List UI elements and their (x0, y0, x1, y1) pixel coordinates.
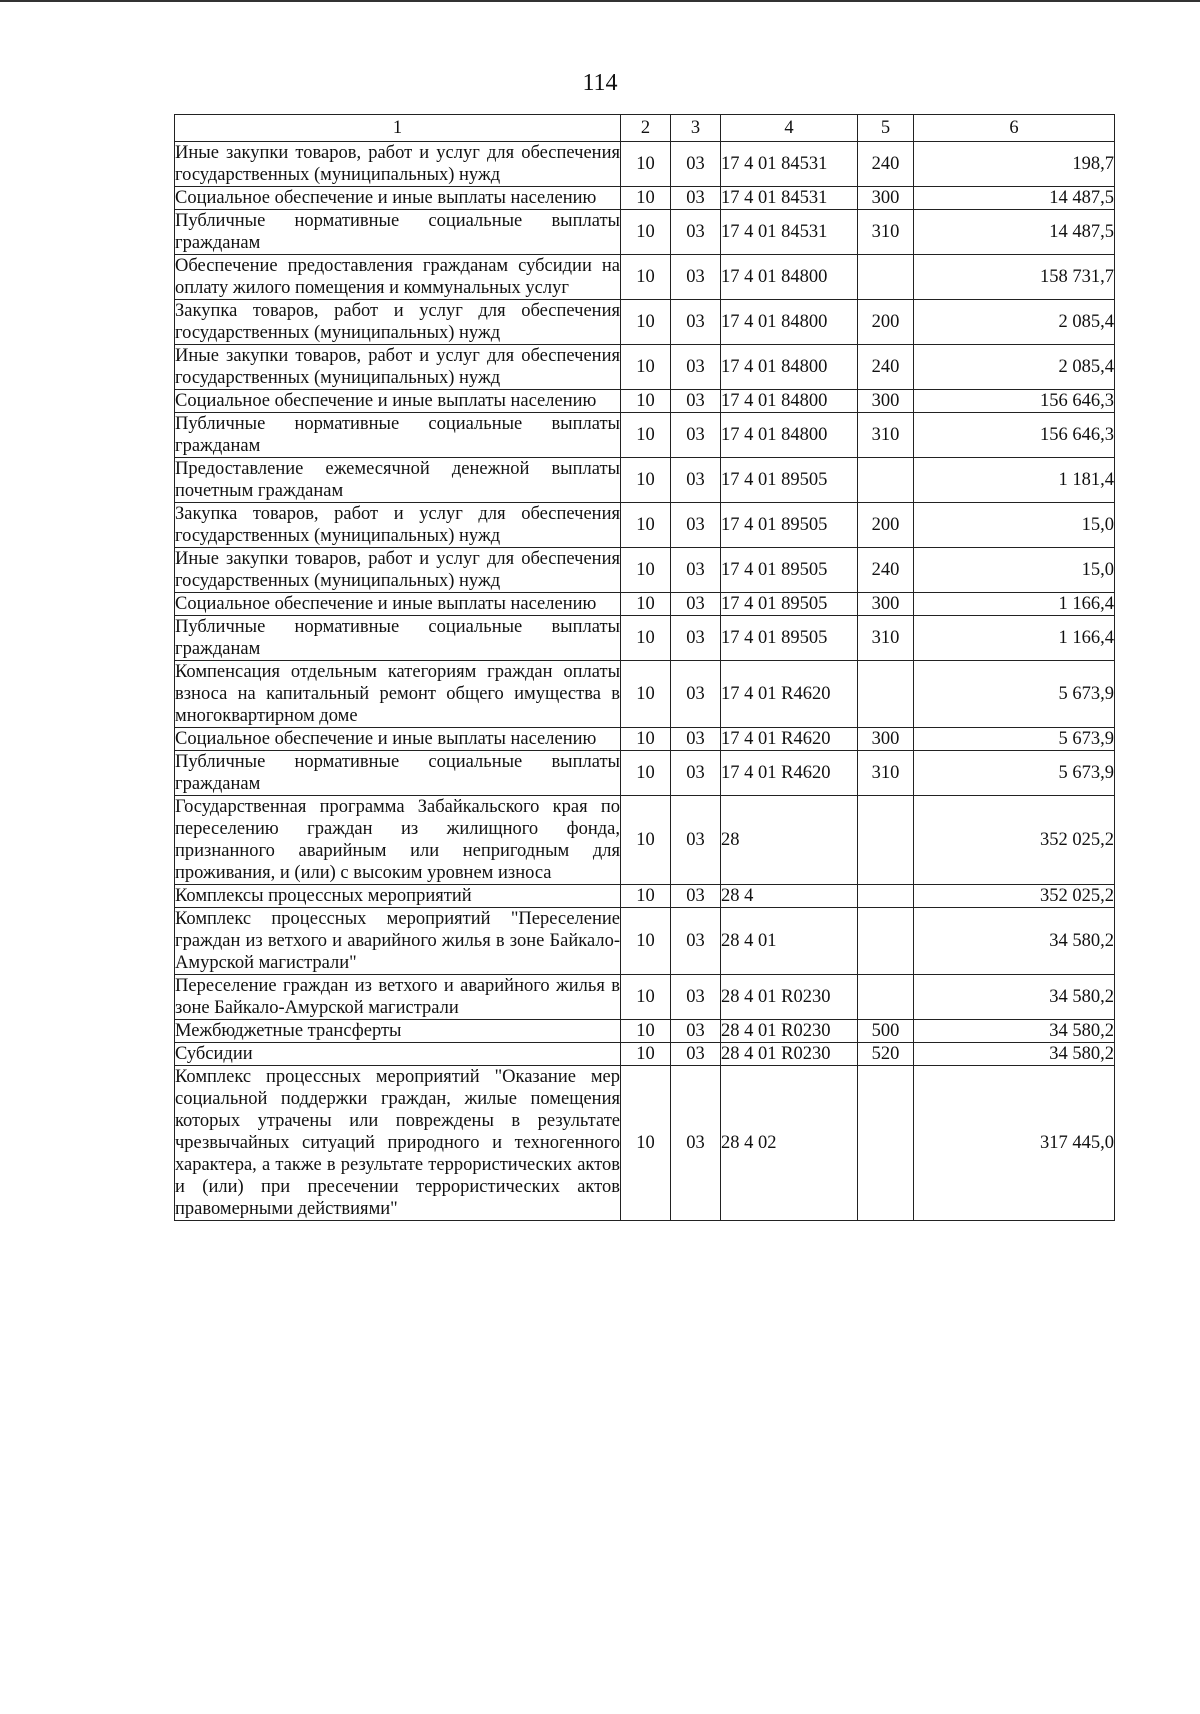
section-code: 10 (621, 751, 671, 796)
section-code: 10 (621, 728, 671, 751)
table-row (175, 255, 1115, 300)
subsection-code: 03 (671, 885, 721, 908)
row-description (175, 885, 621, 908)
subsection-code: 03 (671, 413, 721, 458)
table-row (175, 1066, 1115, 1221)
amount-value: 1 166,4 (914, 593, 1115, 616)
subsection-code: 03 (671, 345, 721, 390)
row-description-text: Социальное обеспечение и иные выплаты населению (175, 188, 597, 208)
amount-value: 34 580,2 (914, 1020, 1115, 1043)
section-code: 10 (621, 413, 671, 458)
row-description (175, 210, 621, 255)
expense-type-code: 300 (858, 187, 914, 210)
target-article-code: 17 4 01 84800 (721, 300, 858, 345)
row-description-text: Социальное обеспечение и иные выплаты населению (175, 391, 597, 411)
section-code: 10 (621, 908, 671, 975)
column-header: 2 (621, 115, 671, 142)
section-code: 10 (621, 975, 671, 1020)
table-row (175, 390, 1115, 413)
table-row (175, 300, 1115, 345)
table-row (175, 885, 1115, 908)
target-article-code: 17 4 01 84531 (721, 187, 858, 210)
subsection-code: 03 (671, 1020, 721, 1043)
target-article-code: 28 4 01 R0230 (721, 975, 858, 1020)
expense-type-code: 300 (858, 728, 914, 751)
section-code: 10 (621, 796, 671, 885)
amount-value: 317 445,0 (914, 1066, 1115, 1221)
expense-type-code (858, 661, 914, 728)
amount-value: 34 580,2 (914, 1043, 1115, 1066)
target-article-code: 17 4 01 84800 (721, 413, 858, 458)
section-code: 10 (621, 548, 671, 593)
table-header-row (175, 115, 1115, 142)
table-row (175, 413, 1115, 458)
expense-type-code: 300 (858, 593, 914, 616)
row-description-text: Государственная программа Забайкальского края по переселению граждан из жилищного фонда, признанного аварийным или непригодным для проживания, и (или) с высоким уровнем износа (175, 797, 620, 883)
amount-value: 14 487,5 (914, 210, 1115, 255)
section-code: 10 (621, 210, 671, 255)
target-article-code: 28 4 01 (721, 908, 858, 975)
table-row (175, 908, 1115, 975)
row-description (175, 503, 621, 548)
section-code: 10 (621, 616, 671, 661)
target-article-code: 28 4 01 R0230 (721, 1020, 858, 1043)
amount-value: 1 166,4 (914, 616, 1115, 661)
amount-value: 5 673,9 (914, 728, 1115, 751)
amount-value: 15,0 (914, 503, 1115, 548)
page-top-edge (0, 0, 1200, 2)
table-row (175, 751, 1115, 796)
row-description (175, 616, 621, 661)
row-description (175, 593, 621, 616)
subsection-code: 03 (671, 142, 721, 187)
expense-type-code (858, 1066, 914, 1221)
subsection-code: 03 (671, 616, 721, 661)
section-code: 10 (621, 142, 671, 187)
section-code: 10 (621, 1043, 671, 1066)
section-code: 10 (621, 458, 671, 503)
row-description-text: Обеспечение предоставления гражданам субсидии на оплату жилого помещения и коммунальных услуг (175, 256, 620, 298)
row-description-text: Комплексы процессных мероприятий (175, 886, 472, 906)
row-description (175, 1020, 621, 1043)
subsection-code: 03 (671, 796, 721, 885)
subsection-code: 03 (671, 751, 721, 796)
expense-type-code: 200 (858, 300, 914, 345)
subsection-code: 03 (671, 908, 721, 975)
subsection-code: 03 (671, 661, 721, 728)
expense-type-code: 240 (858, 548, 914, 593)
row-description (175, 255, 621, 300)
amount-value: 158 731,7 (914, 255, 1115, 300)
target-article-code: 28 4 02 (721, 1066, 858, 1221)
row-description (175, 661, 621, 728)
table-row (175, 728, 1115, 751)
section-code: 10 (621, 255, 671, 300)
column-header: 4 (721, 115, 858, 142)
target-article-code: 17 4 01 84800 (721, 390, 858, 413)
target-article-code: 17 4 01 R4620 (721, 751, 858, 796)
section-code: 10 (621, 390, 671, 413)
row-description-text: Комплекс процессных мероприятий "Оказание мер социальной поддержки граждан, жилые помещения которых утрачены или повреждены в результате чрезвычайных ситуаций природного и техногенного характера, а также в результате террористических актов и (или) при пресечении террористических актов правомерными действиями" (175, 1067, 620, 1219)
subsection-code: 03 (671, 210, 721, 255)
target-article-code: 17 4 01 84531 (721, 142, 858, 187)
row-description (175, 390, 621, 413)
amount-value: 34 580,2 (914, 975, 1115, 1020)
table-row (175, 142, 1115, 187)
amount-value: 2 085,4 (914, 300, 1115, 345)
subsection-code: 03 (671, 593, 721, 616)
subsection-code: 03 (671, 503, 721, 548)
section-code: 10 (621, 1066, 671, 1221)
expense-type-code (858, 975, 914, 1020)
table-row (175, 458, 1115, 503)
row-description (175, 413, 621, 458)
row-description-text: Компенсация отдельным категориям граждан оплаты взноса на капитальный ремонт общего имущества в многоквартирном доме (175, 662, 620, 726)
section-code: 10 (621, 503, 671, 548)
target-article-code: 17 4 01 R4620 (721, 661, 858, 728)
section-code: 10 (621, 1020, 671, 1043)
expense-type-code: 520 (858, 1043, 914, 1066)
amount-value: 5 673,9 (914, 751, 1115, 796)
table-row (175, 187, 1115, 210)
column-header: 6 (914, 115, 1115, 142)
target-article-code: 17 4 01 89505 (721, 548, 858, 593)
target-article-code: 17 4 01 84800 (721, 345, 858, 390)
amount-value: 156 646,3 (914, 390, 1115, 413)
row-description-text: Межбюджетные трансферты (175, 1021, 402, 1041)
table-row (175, 1043, 1115, 1066)
target-article-code: 17 4 01 R4620 (721, 728, 858, 751)
section-code: 10 (621, 345, 671, 390)
row-description-text: Социальное обеспечение и иные выплаты населению (175, 594, 597, 614)
expense-type-code: 310 (858, 413, 914, 458)
column-header: 1 (175, 115, 621, 142)
expense-type-code: 310 (858, 616, 914, 661)
row-description (175, 975, 621, 1020)
row-description-text: Закупка товаров, работ и услуг для обеспечения государственных (муниципальных) нужд (175, 504, 620, 546)
amount-value: 352 025,2 (914, 885, 1115, 908)
amount-value: 2 085,4 (914, 345, 1115, 390)
expense-type-code (858, 908, 914, 975)
row-description (175, 187, 621, 210)
section-code: 10 (621, 885, 671, 908)
amount-value: 14 487,5 (914, 187, 1115, 210)
subsection-code: 03 (671, 187, 721, 210)
amount-value: 5 673,9 (914, 661, 1115, 728)
row-description-text: Переселение граждан из ветхого и аварийного жилья в зоне Байкало-Амурской магистрали (175, 976, 620, 1018)
target-article-code: 17 4 01 84531 (721, 210, 858, 255)
table-row (175, 503, 1115, 548)
target-article-code: 17 4 01 89505 (721, 593, 858, 616)
expense-type-code (858, 885, 914, 908)
budget-table-body (175, 115, 1115, 1221)
expense-type-code: 200 (858, 503, 914, 548)
row-description (175, 1066, 621, 1221)
row-description (175, 796, 621, 885)
table-row (175, 210, 1115, 255)
row-description (175, 751, 621, 796)
expense-type-code (858, 255, 914, 300)
subsection-code: 03 (671, 300, 721, 345)
subsection-code: 03 (671, 1066, 721, 1221)
amount-value: 34 580,2 (914, 908, 1115, 975)
expense-type-code: 300 (858, 390, 914, 413)
expense-type-code (858, 458, 914, 503)
row-description (175, 728, 621, 751)
table-row (175, 661, 1115, 728)
row-description-text: Публичные нормативные социальные выплаты гражданам (175, 752, 620, 794)
column-header: 3 (671, 115, 721, 142)
subsection-code: 03 (671, 390, 721, 413)
page-number: 114 (582, 70, 618, 96)
row-description (175, 300, 621, 345)
row-description-text: Иные закупки товаров, работ и услуг для обеспечения государственных (муниципальных) нужд (175, 549, 620, 591)
expense-type-code: 310 (858, 210, 914, 255)
section-code: 10 (621, 593, 671, 616)
table-row (175, 548, 1115, 593)
table-row (175, 345, 1115, 390)
row-description-text: Иные закупки товаров, работ и услуг для обеспечения государственных (муниципальных) нужд (175, 143, 620, 185)
table-row (175, 975, 1115, 1020)
subsection-code: 03 (671, 255, 721, 300)
target-article-code: 17 4 01 89505 (721, 503, 858, 548)
subsection-code: 03 (671, 975, 721, 1020)
row-description-text: Иные закупки товаров, работ и услуг для обеспечения государственных (муниципальных) нужд (175, 346, 620, 388)
table-row (175, 593, 1115, 616)
target-article-code: 17 4 01 89505 (721, 458, 858, 503)
section-code: 10 (621, 187, 671, 210)
target-article-code: 17 4 01 89505 (721, 616, 858, 661)
subsection-code: 03 (671, 728, 721, 751)
target-article-code: 28 4 01 R0230 (721, 1043, 858, 1066)
row-description-text: Комплекс процессных мероприятий "Переселение граждан из ветхого и аварийного жилья в зоне Байкало-Амурской магистрали" (175, 909, 620, 973)
amount-value: 15,0 (914, 548, 1115, 593)
row-description-text: Публичные нормативные социальные выплаты гражданам (175, 211, 620, 253)
row-description-text: Закупка товаров, работ и услуг для обеспечения государственных (муниципальных) нужд (175, 301, 620, 343)
row-description (175, 458, 621, 503)
table-row (175, 1020, 1115, 1043)
target-article-code: 28 (721, 796, 858, 885)
amount-value: 352 025,2 (914, 796, 1115, 885)
row-description (175, 548, 621, 593)
row-description-text: Субсидии (175, 1044, 253, 1064)
expense-type-code: 240 (858, 142, 914, 187)
row-description-text: Социальное обеспечение и иные выплаты населению (175, 729, 597, 749)
row-description-text: Предоставление ежемесячной денежной выплаты почетным гражданам (175, 459, 620, 501)
amount-value: 156 646,3 (914, 413, 1115, 458)
table-row (175, 616, 1115, 661)
target-article-code: 28 4 (721, 885, 858, 908)
section-code: 10 (621, 300, 671, 345)
subsection-code: 03 (671, 458, 721, 503)
column-header: 5 (858, 115, 914, 142)
row-description (175, 345, 621, 390)
amount-value: 198,7 (914, 142, 1115, 187)
section-code: 10 (621, 661, 671, 728)
table-row (175, 796, 1115, 885)
budget-table (174, 114, 1115, 1221)
amount-value: 1 181,4 (914, 458, 1115, 503)
row-description-text: Публичные нормативные социальные выплаты гражданам (175, 617, 620, 659)
row-description (175, 908, 621, 975)
target-article-code: 17 4 01 84800 (721, 255, 858, 300)
expense-type-code: 240 (858, 345, 914, 390)
expense-type-code (858, 796, 914, 885)
subsection-code: 03 (671, 548, 721, 593)
expense-type-code: 500 (858, 1020, 914, 1043)
row-description (175, 1043, 621, 1066)
row-description-text: Публичные нормативные социальные выплаты гражданам (175, 414, 620, 456)
row-description (175, 142, 621, 187)
expense-type-code: 310 (858, 751, 914, 796)
subsection-code: 03 (671, 1043, 721, 1066)
